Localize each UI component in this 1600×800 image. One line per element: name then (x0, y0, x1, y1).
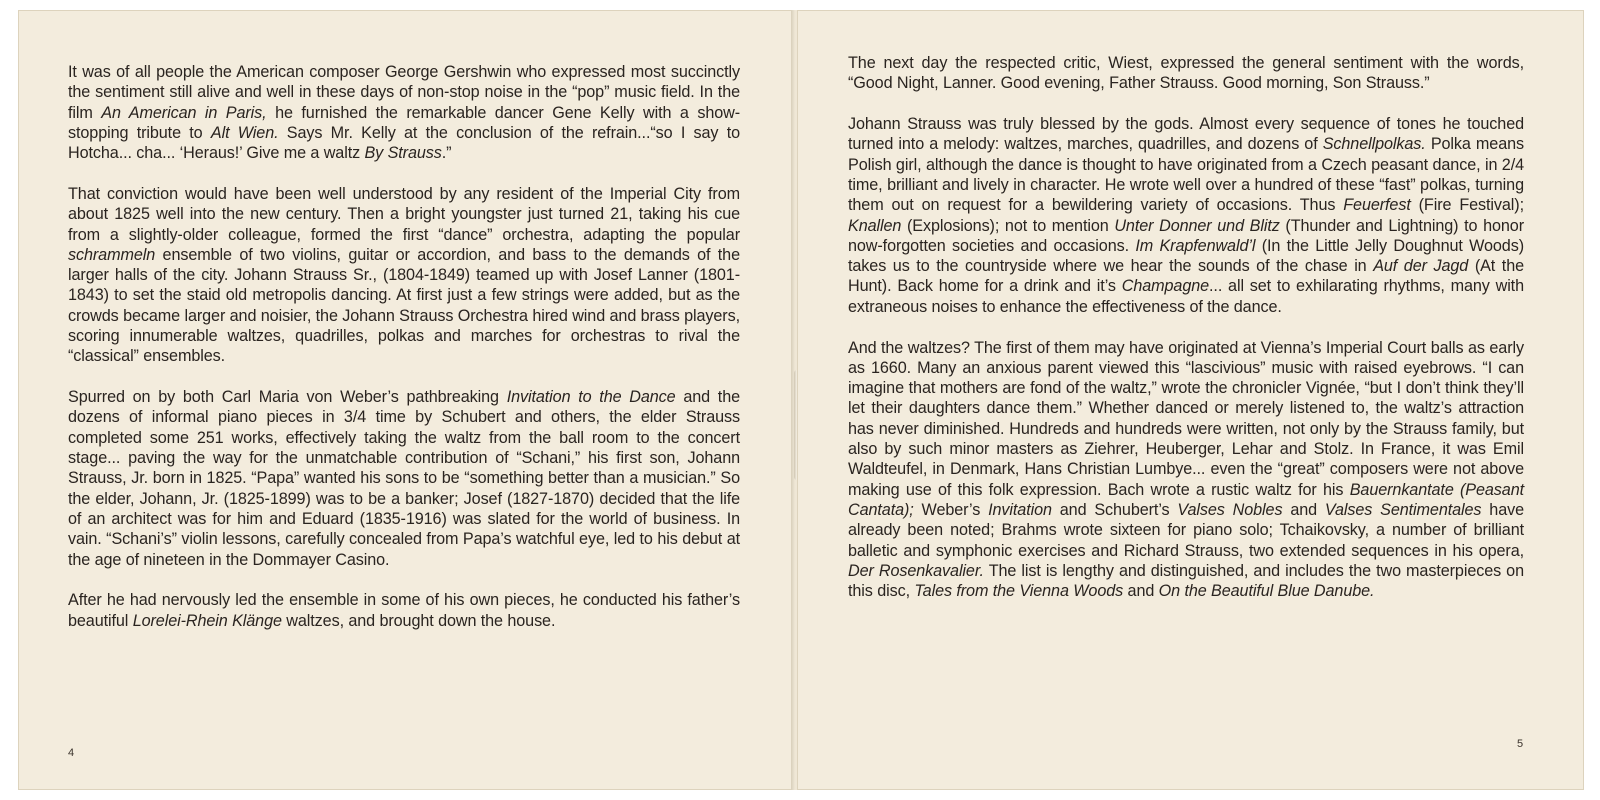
text-run: (In the Little Jelly Doughnut Woods) takes us to the countryside where we hear the sounds of the chase in (848, 236, 1524, 276)
text-run: ensemble of two violins, guitar or accordion, and bass to the demands of the larger halls of the city. Johann Strauss Sr., (1804-1849) teamed up with Josef Lanner (1801-1843) to set the staid old metropolis dancing. At first just a few strings were added, but as the crowds became larger and noisier, the Johann Strauss Orchestra hired wind and brass players, scoring innumerable waltzes, quadrilles, polkas and marches for orchestras to rival the “classical” ensembles. (68, 245, 740, 366)
paragraph (68, 184, 740, 367)
text-run: waltzes, and brought down the house. (281, 611, 556, 630)
text-run: Tales from the Vienna Woods (914, 582, 1124, 601)
text-run: .” (441, 144, 452, 163)
page-number: 4 (68, 747, 75, 759)
paragraph (68, 387, 740, 570)
text-run: Johann Strauss was truly blessed by the gods. Almost every sequence of tones he touched turned into a melody: waltzes, marches, quadrilles, and dozens of (848, 115, 1524, 154)
text-run: and Schubert’s (1051, 500, 1178, 519)
text-run: (Fire Festival); (1410, 196, 1524, 215)
text-run: Knallen (848, 216, 902, 235)
text-run: The list is lengthy and distinguished, and includes the two masterpieces on this disc, (848, 561, 1524, 601)
text-run: Invitation to the Dance (506, 388, 676, 407)
text-run: Invitation (988, 500, 1052, 519)
text-run: Champagne (1121, 277, 1210, 296)
text-run: Weber’s (913, 500, 989, 519)
text-run: (Thunder and Lightning) to honor now-forgotten societies and occasions. (848, 216, 1524, 255)
right-page-text (848, 53, 1524, 601)
left-page (18, 10, 793, 790)
text-run: Der Rosenkavalier. (848, 561, 984, 580)
paragraph (848, 114, 1524, 317)
paragraph (848, 338, 1524, 602)
text-run: By Strauss (364, 144, 442, 163)
text-run: Auf der Jagd (1373, 257, 1469, 276)
booklet-spread (18, 10, 1584, 790)
text-run: Spurred on by both Carl Maria von Weber’s pathbreaking (68, 388, 507, 407)
text-run: (At the Hunt). Back home for a drink and it’s (848, 257, 1525, 296)
text-run: Valses Sentimentales (1324, 500, 1482, 519)
right-page (797, 10, 1584, 790)
paragraph (68, 62, 740, 163)
text-run: It was of all people the American composer George Gershwin who expressed most succinctly the sentiment still alive and well in these days of non-stop noise in the “pop” music field. In the film (68, 63, 740, 122)
text-run: Schnellpolkas. (1322, 135, 1426, 154)
text-run: After he had nervously led the ensemble in some of his own pieces, he conducted his father’s beautiful (68, 591, 740, 630)
text-run: Feuerfest (1343, 196, 1411, 215)
text-run: And the waltzes? The first of them may have originated at Vienna’s Imperial Court balls as early as 1660. Many an anxious parent viewed this “lascivious” music with raised eyebrows. “I can imagine that mothers are fond of the waltz,” wrote the chronicler Vignée, “but I don’t think they’ll let their daughters dance them.” Whether danced or merely listened to, the waltz’s attraction has never diminished. Hundreds and hundreds were written, not only by the Strauss family, but also by such minor masters as Ziehrer, Heuberger, Lehar and Stolz. In France, it was Emil Waldteufel, in Denmark, Hans Christian Lumbye... even the “great” composers were not above making use of this folk expression. Bach wrote a rustic waltz for his (848, 338, 1524, 499)
paragraph (848, 53, 1524, 94)
text-run: and the dozens of informal piano pieces in 3/4 time by Schubert and others, the elder Strauss completed some 251 works, effectively taking the waltz from the ball room to the concert stage... paving the way for the unmatchable contribution of “Schani,” his first son, Johann Strauss, Jr. born in 1825. “Papa” wanted his sons to be “something better than a musician.” So the elder, Johann, Jr. (1825-1899) was to be a banker; Josef (1827-1870) decided that the life of an architect was for him and Eduard (1835-1916) was slated for the world of business. In vain. “Schani’s” violin lessons, carefully concealed from Papa’s watchful eye, led to his debut at the age of nineteen in the Dommayer Casino. (68, 388, 740, 569)
text-run: Unter Donner und Blitz (1114, 216, 1280, 235)
text-run: Im Krapfenwald’l (1135, 236, 1256, 255)
text-run: Polka means Polish girl, although the dance is thought to have originated from a Czech peasant dance, in 2/4 time, brilliant and lively in character. He wrote well over a hundred of these “fast” polkas, turning them out on request for a bewildering variety of occasions. Thus (848, 135, 1525, 215)
paragraph (68, 590, 740, 631)
text-run: and (1282, 500, 1325, 519)
left-page-text (68, 62, 740, 631)
text-run: and (1123, 582, 1159, 601)
text-run: ... all set to exhilarating rhythms, many with extraneous noises to enhance the effectiveness of the dance. (848, 277, 1524, 316)
text-run: Lorelei-Rhein Klänge (132, 611, 282, 630)
text-run: On the Beautiful Blue Danube. (1158, 582, 1375, 601)
page-number: 5 (1517, 738, 1524, 750)
text-run: Alt Wien. (210, 123, 279, 142)
text-run: have already been noted; Brahms wrote sixteen for piano solo; Tchaikovsky, a number of brilliant balletic and symphonic exercises and Richard Strauss, two extended sequences in his opera, (848, 500, 1524, 560)
text-run: An American in Paris, (101, 103, 267, 122)
text-run: Valses Nobles (1177, 500, 1283, 519)
text-run: Says Mr. Kelly at the conclusion of the refrain...“so I say to Hotcha... cha... ‘Heraus!’ Give me a waltz (68, 123, 740, 163)
text-run: The next day the respected critic, Wiest, expressed the general sentiment with the words, “Good Night, Lanner. Good evening, Father Strauss. Good morning, Son Strauss.” (848, 54, 1524, 93)
text-run: he furnished the remarkable dancer Gene Kelly with a show-stopping tribute to (68, 103, 740, 142)
text-run: That conviction would have been well understood by any resident of the Imperial City from about 1825 well into the new century. Then a bright youngster just turned 21, taking his cue from a slightly-older colleague, formed the first “dance” orchestra, adapting the popular (68, 184, 740, 244)
text-run: Bauernkantate (Peasant Cantata); (848, 480, 1525, 519)
text-run: schrammeln (68, 245, 156, 264)
text-run: (Explosions); not to mention (901, 216, 1115, 235)
